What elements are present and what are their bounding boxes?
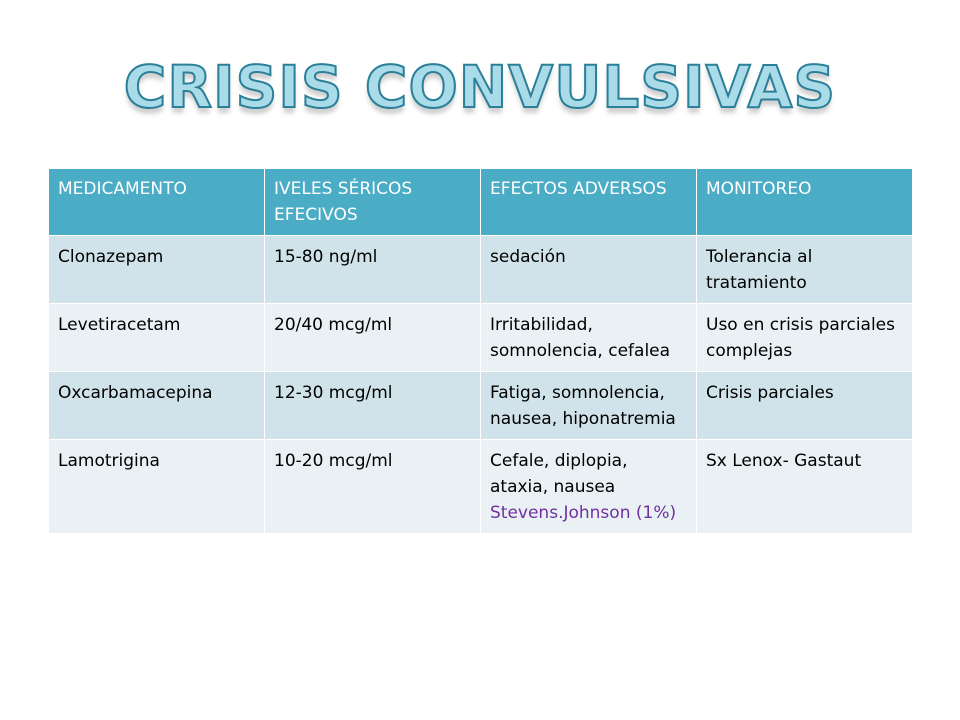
cell-monitoreo: Sx Lenox- Gastaut bbox=[697, 440, 913, 534]
cell-niveles: 15-80 ng/ml bbox=[265, 236, 481, 304]
cell-monitoreo: Tolerancia al tratamiento bbox=[697, 236, 913, 304]
cell-medicamento: Lamotrigina bbox=[49, 440, 265, 534]
efectos-highlight-text: Stevens.Johnson (1%) bbox=[490, 503, 677, 523]
table-row bbox=[49, 236, 913, 304]
table-row bbox=[49, 372, 913, 440]
cell-medicamento: Clonazepam bbox=[49, 236, 265, 304]
cell-efectos: sedación bbox=[481, 236, 697, 304]
cell-monitoreo: Uso en crisis parciales complejas bbox=[697, 304, 913, 372]
cell-efectos bbox=[481, 440, 697, 534]
header-niveles-sericos: IVELES SÉRICOS EFECIVOS bbox=[265, 169, 481, 236]
table-row bbox=[49, 304, 913, 372]
header-medicamento: MEDICAMENTO bbox=[49, 169, 265, 236]
header-monitoreo: MONITOREO bbox=[697, 169, 913, 236]
table-row bbox=[49, 440, 913, 534]
cell-niveles: 10-20 mcg/ml bbox=[265, 440, 481, 534]
slide-title: CRISIS CONVULSIVAS bbox=[123, 53, 837, 121]
cell-niveles: 20/40 mcg/ml bbox=[265, 304, 481, 372]
efectos-text: Cefale, diplopia, ataxia, nausea bbox=[490, 451, 628, 497]
table-header-row bbox=[49, 169, 913, 236]
drug-table bbox=[48, 168, 913, 534]
cell-efectos: Irritabilidad, somnolencia, cefalea bbox=[481, 304, 697, 372]
cell-efectos: Fatiga, somnolencia, nausea, hiponatremia bbox=[481, 372, 697, 440]
cell-medicamento: Levetiracetam bbox=[49, 304, 265, 372]
cell-medicamento: Oxcarbamacepina bbox=[49, 372, 265, 440]
cell-monitoreo: Crisis parciales bbox=[697, 372, 913, 440]
cell-niveles: 12-30 mcg/ml bbox=[265, 372, 481, 440]
header-efectos-adversos: EFECTOS ADVERSOS bbox=[481, 169, 697, 236]
